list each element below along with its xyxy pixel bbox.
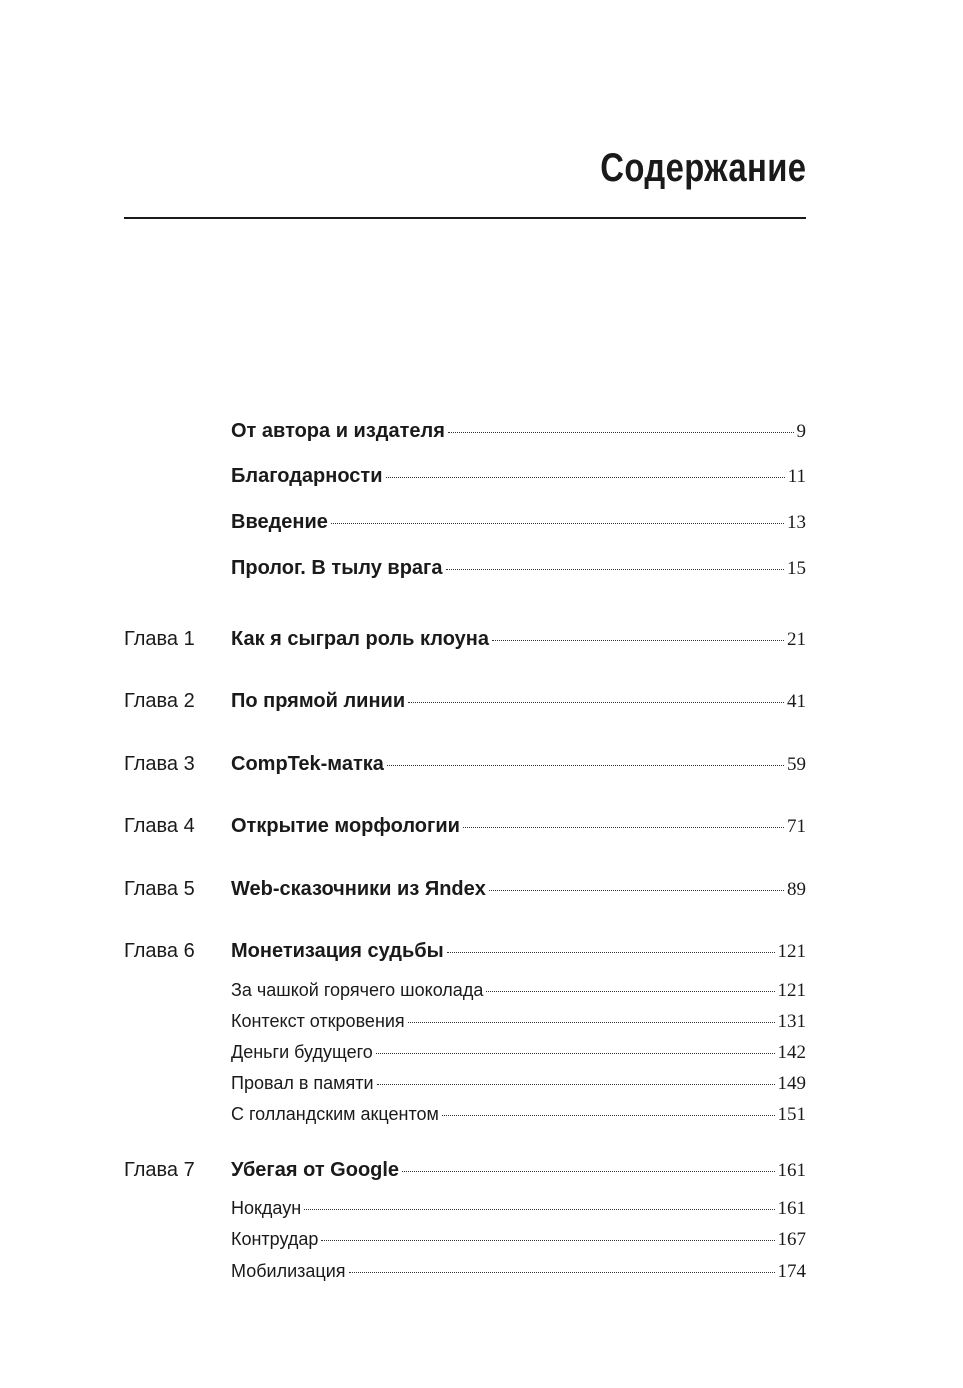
chapter-number: Глава 3 [124,753,195,775]
toc-page-number: 59 [787,754,806,775]
toc-entry-label: Нокдаун [231,1198,302,1218]
toc-entry-section[interactable] [124,1195,806,1221]
toc-entry-label: Как я сыграл роль клоуна [231,628,489,650]
toc-entry-label: Убегая от Google [231,1159,400,1181]
toc-page-number: 71 [787,816,806,837]
dot-leader [377,1084,775,1085]
toc-entry-chapter[interactable] [124,938,806,964]
dot-leader [387,765,784,766]
toc-page-number: 41 [787,691,806,712]
dot-leader [331,523,784,524]
toc-entry-label: Деньги будущего [231,1042,373,1062]
toc-entry-chapter[interactable] [124,1157,806,1183]
toc-entry-label: CompTek-матка [231,753,384,775]
toc-page-number: 11 [787,466,806,487]
dot-leader [349,1272,775,1273]
toc-entry-front[interactable] [124,463,806,489]
toc-entry-label: С голландским акцентом [231,1104,439,1124]
toc-entry-label: Web-сказочники из Яndex [231,878,486,900]
dot-leader [486,991,774,992]
toc-page-number: 131 [777,1011,806,1032]
toc-page-number: 121 [777,980,806,1001]
toc-entry-chapter[interactable] [124,751,806,777]
toc-entry-chapter[interactable] [124,688,806,714]
chapter-number: Глава 1 [124,628,195,650]
toc-page-number: 13 [787,512,806,533]
toc-page-number: 161 [777,1160,806,1181]
toc-entry-section[interactable] [124,977,806,1003]
toc-entry-section[interactable] [124,1101,806,1127]
dot-leader [489,890,784,891]
toc-page-number: 151 [777,1104,806,1125]
toc-page-number: 167 [777,1229,806,1250]
dot-leader [376,1053,775,1054]
toc-page-number: 15 [787,558,806,579]
toc-entry-label: Контрудар [231,1229,319,1249]
chapter-number: Глава 7 [124,1159,195,1181]
toc-entry-chapter[interactable] [124,626,806,652]
dot-leader [386,477,785,478]
toc-entry-chapter[interactable] [124,876,806,902]
toc-entry-label: Открытие морфологии [231,815,460,837]
chapter-number: Глава 4 [124,815,195,837]
page-title: Содержание [599,146,806,190]
toc-entry-label: От автора и издателя [231,420,445,442]
dot-leader [402,1171,774,1172]
dot-leader [446,569,785,570]
toc-entry-section[interactable] [124,1070,806,1096]
toc-page-number: 121 [777,941,806,962]
dot-leader [447,952,775,953]
dot-leader [408,1022,775,1023]
toc-page-number: 89 [787,879,806,900]
dot-leader [448,432,794,433]
toc-entry-label: Монетизация судьбы [231,940,444,962]
dot-leader [408,702,784,703]
toc-entry-section[interactable] [124,1258,806,1284]
toc-entry-label: По прямой линии [231,690,406,712]
toc-entry-label: Пролог. В тылу врага [231,557,443,579]
toc-entry-label: Контекст откровения [231,1011,405,1031]
chapter-number: Глава 5 [124,878,195,900]
chapter-number: Глава 2 [124,690,195,712]
toc-entry-label: За чашкой горячего шоколада [231,980,484,1000]
toc-page-number: 9 [796,421,806,442]
chapter-number: Глава 6 [124,940,195,962]
toc-entry-front[interactable] [124,509,806,535]
dot-leader [442,1115,775,1116]
toc-entry-front[interactable] [124,555,806,581]
toc-entry-label: Введение [231,511,328,533]
toc-entry-section[interactable] [124,1008,806,1034]
toc-page-number: 142 [777,1042,806,1063]
toc-entry-label: Благодарности [231,465,383,487]
toc-entry-label: Мобилизация [231,1261,346,1281]
dot-leader [463,827,784,828]
toc-entry-chapter[interactable] [124,813,806,839]
dot-leader [492,640,784,641]
toc-entry-label: Провал в памяти [231,1073,374,1093]
toc-entry-front[interactable] [124,418,806,444]
toc-page-number: 174 [777,1261,806,1282]
toc-entry-section[interactable] [124,1226,806,1252]
dot-leader [321,1240,774,1241]
dot-leader [304,1209,774,1210]
toc-page-number: 161 [777,1198,806,1219]
toc-page-number: 21 [787,629,806,650]
toc-entry-section[interactable] [124,1039,806,1065]
toc-page-number: 149 [777,1073,806,1094]
